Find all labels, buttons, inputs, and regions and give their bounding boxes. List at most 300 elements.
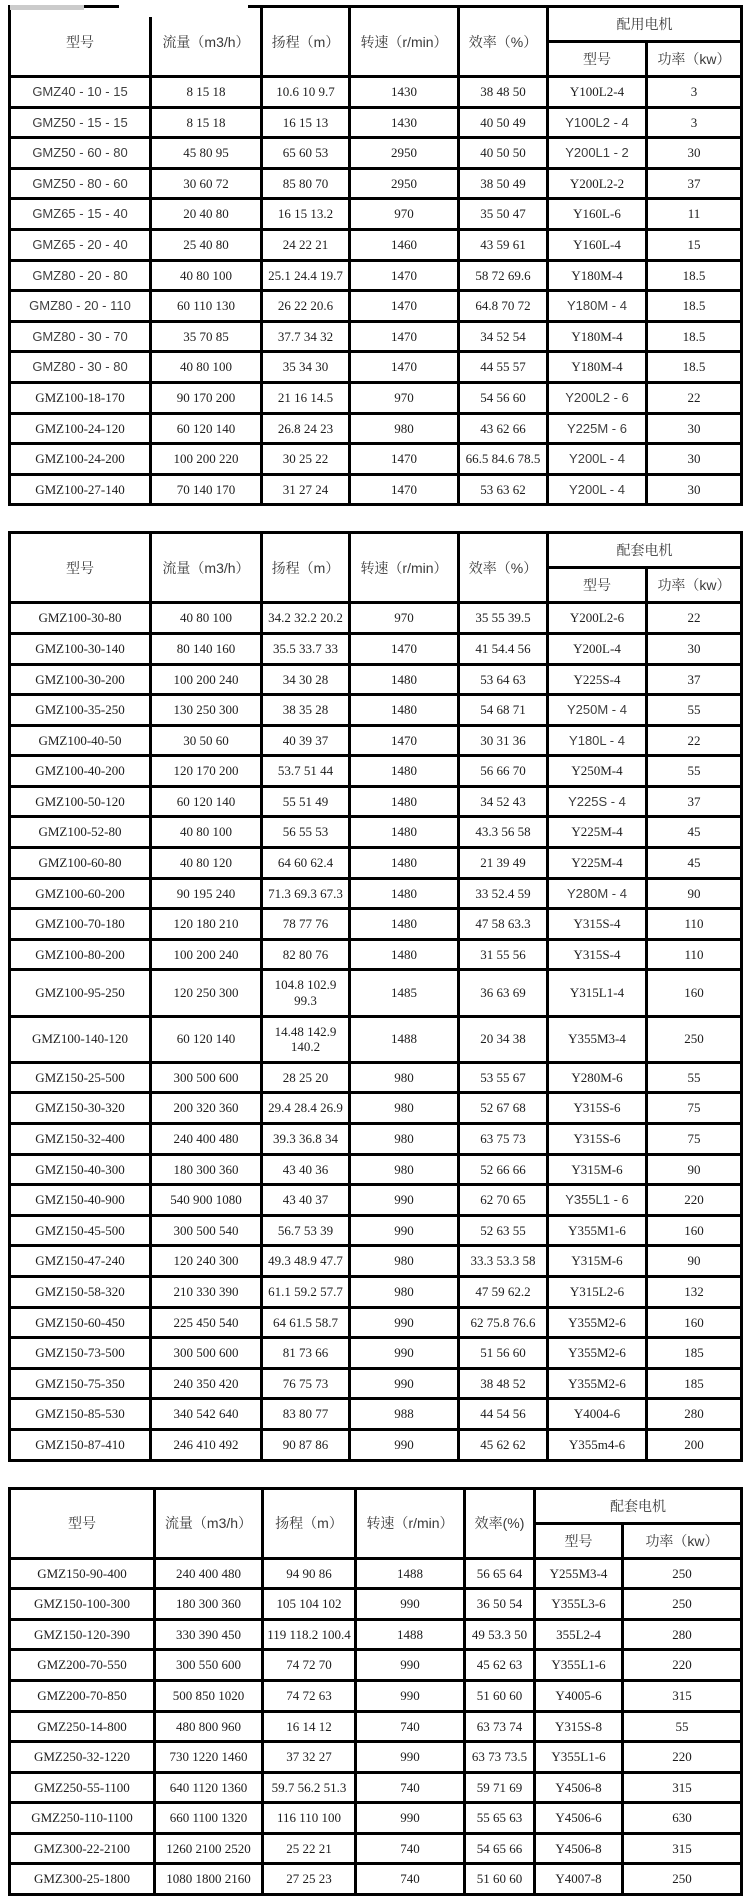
table-cell: 500 850 1020 — [155, 1680, 263, 1711]
pump-spec-table-1 — [8, 5, 743, 506]
table-cell: GMZ100-40-50 — [10, 725, 151, 756]
table-cell: 120 250 300 — [151, 970, 262, 1016]
col-header-head: 扬程（m） — [262, 533, 350, 603]
table-row — [10, 1680, 742, 1711]
col-header-speed: 转速（r/min） — [356, 1488, 465, 1558]
table-cell: 980 — [350, 1246, 459, 1277]
table-cell: 990 — [350, 1429, 459, 1460]
table-cell: 94 90 86 — [263, 1558, 356, 1589]
table-cell: 200 320 360 — [151, 1093, 262, 1124]
table-cell: 54 65 66 — [465, 1833, 535, 1864]
table-cell: 25 40 80 — [151, 229, 262, 260]
table-cell: GMZ100-52-80 — [10, 817, 151, 848]
table-row — [10, 1307, 742, 1338]
table-cell: 56 55 53 — [262, 817, 350, 848]
table-cell: Y200L - 4 — [548, 444, 647, 475]
table-cell: 90 — [647, 1246, 742, 1277]
table-cell: 31 27 24 — [262, 474, 350, 505]
table-cell: 200 — [647, 1429, 742, 1460]
table-cell: 1480 — [350, 909, 459, 940]
table-cell: GMZ150-32-400 — [10, 1124, 151, 1155]
table-cell: 225 450 540 — [151, 1307, 262, 1338]
col-header-motor-power: 功率（kw） — [623, 1523, 742, 1558]
table-cell: Y315L2-6 — [548, 1276, 647, 1307]
table-cell: Y225M-4 — [548, 817, 647, 848]
table-cell: 990 — [350, 1307, 459, 1338]
table-cell: 55 65 63 — [465, 1803, 535, 1834]
table-cell: GMZ300-25-1800 — [10, 1864, 155, 1895]
table-row — [10, 786, 742, 817]
table-cell: GMZ150-90-400 — [10, 1558, 155, 1589]
table-cell: 21 16 14.5 — [262, 382, 350, 413]
table-row — [10, 199, 742, 230]
table-cell: Y180M-4 — [548, 260, 647, 291]
table-cell: Y355M2-6 — [548, 1368, 647, 1399]
col-header-efficiency: 效率（%） — [459, 7, 548, 77]
table-cell: 47 59 62.2 — [459, 1276, 548, 1307]
table-cell: 18.5 — [647, 260, 742, 291]
table-cell: 100 200 220 — [151, 444, 262, 475]
table-cell: GMZ150-40-900 — [10, 1185, 151, 1216]
table-cell: 340 542 640 — [151, 1399, 262, 1430]
table-cell: 315 — [623, 1680, 742, 1711]
table-cell: 3 — [647, 107, 742, 138]
table-cell: Y315M-6 — [548, 1246, 647, 1277]
col-header-motor-power: 功率（kw） — [647, 42, 742, 77]
table-cell: 10.6 10 9.7 — [262, 77, 350, 108]
table-cell: Y200L - 4 — [548, 474, 647, 505]
table-cell: Y200L2-2 — [548, 168, 647, 199]
table-cell: 60 110 130 — [151, 291, 262, 322]
table-cell: GMZ80 - 20 - 80 — [10, 260, 151, 291]
table-cell: 250 — [647, 1016, 742, 1062]
table-cell: 34 52 43 — [459, 786, 548, 817]
table-cell: 90 — [647, 1154, 742, 1185]
table-cell: 51 60 60 — [465, 1680, 535, 1711]
table-cell: Y225M-4 — [548, 848, 647, 879]
table-row — [10, 939, 742, 970]
table-cell: GMZ100-80-200 — [10, 939, 151, 970]
table-row — [10, 444, 742, 475]
table-cell: 35 55 39.5 — [459, 603, 548, 634]
table-cell: 34 52 54 — [459, 321, 548, 352]
table-cell: 38 48 52 — [459, 1368, 548, 1399]
table-header — [10, 1488, 742, 1558]
table-row — [10, 260, 742, 291]
table-cell: Y315S-4 — [548, 909, 647, 940]
col-header-head: 扬程（m） — [263, 1488, 356, 1558]
table-cell: 40 39 37 — [262, 725, 350, 756]
table-cell: 240 400 480 — [151, 1124, 262, 1155]
table-row — [10, 291, 742, 322]
table-row — [10, 1803, 742, 1834]
table-cell: 52 67 68 — [459, 1093, 548, 1124]
table-cell: GMZ40 - 10 - 15 — [10, 77, 151, 108]
table-cell: Y4004-6 — [548, 1399, 647, 1430]
table-cell: GMZ150-73-500 — [10, 1338, 151, 1369]
table-row — [10, 1093, 742, 1124]
table-cell: 132 — [647, 1276, 742, 1307]
table-cell: 58 72 69.6 — [459, 260, 548, 291]
table-cell: 210 330 390 — [151, 1276, 262, 1307]
table-cell: GMZ100-70-180 — [10, 909, 151, 940]
table-header — [10, 7, 742, 77]
table-cell: 990 — [356, 1803, 465, 1834]
table-body — [10, 1558, 742, 1895]
table-cell: 40 80 100 — [151, 352, 262, 383]
table-cell: 49.3 48.9 47.7 — [262, 1246, 350, 1277]
table-cell: 1488 — [350, 1016, 459, 1062]
table-cell: 43 59 61 — [459, 229, 548, 260]
table-cell: 120 170 200 — [151, 756, 262, 787]
table-cell: 40 80 120 — [151, 848, 262, 879]
col-header-model: 型号 — [10, 1488, 155, 1558]
table-cell: 2950 — [350, 168, 459, 199]
table-cell: Y100L2-4 — [548, 77, 647, 108]
table-cell: 90 87 86 — [262, 1429, 350, 1460]
table-cell: Y4506-8 — [535, 1772, 623, 1803]
table-cell: 49 53.3 50 — [465, 1619, 535, 1650]
table-cell: Y200L-4 — [548, 633, 647, 664]
table-cell: Y315M-6 — [548, 1154, 647, 1185]
table-cell: 31 55 56 — [459, 939, 548, 970]
table-cell: GMZ150-47-240 — [10, 1246, 151, 1277]
table-cell: 53 55 67 — [459, 1062, 548, 1093]
table-cell: GMZ100-40-200 — [10, 756, 151, 787]
table-cell: 300 500 540 — [151, 1215, 262, 1246]
table-cell: Y355L1-6 — [535, 1742, 623, 1773]
table-row — [10, 1619, 742, 1650]
table-cell: 53.7 51 44 — [262, 756, 350, 787]
table-cell: 35 70 85 — [151, 321, 262, 352]
table-cell: 1488 — [356, 1619, 465, 1650]
table-cell: 30 60 72 — [151, 168, 262, 199]
table-cell: 280 — [647, 1399, 742, 1430]
table-cell: GMZ150-85-530 — [10, 1399, 151, 1430]
table-cell: 980 — [350, 1124, 459, 1155]
table-cell: Y180L - 4 — [548, 725, 647, 756]
col-header-model: 型号 — [10, 533, 151, 603]
table-cell: 160 — [647, 970, 742, 1016]
table-cell: 36 63 69 — [459, 970, 548, 1016]
table-cell: GMZ150-120-390 — [10, 1619, 155, 1650]
table-cell: Y180M-4 — [548, 321, 647, 352]
table-cell: 38 48 50 — [459, 77, 548, 108]
table-cell: 18.5 — [647, 291, 742, 322]
col-header-motor-model: 型号 — [548, 568, 647, 603]
table-cell: 78 77 76 — [262, 909, 350, 940]
table-body — [10, 77, 742, 505]
table-cell: 250 — [623, 1864, 742, 1895]
table-cell: 1470 — [350, 444, 459, 475]
table-cell: 74 72 63 — [263, 1680, 356, 1711]
col-header-motor-group: 配用电机 — [548, 7, 742, 42]
table-cell: 40 50 50 — [459, 138, 548, 169]
table-row — [10, 970, 742, 1016]
table-cell: 74 72 70 — [263, 1650, 356, 1681]
table-cell: Y200L1 - 2 — [548, 138, 647, 169]
table-cell: 119 118.2 100.4 — [263, 1619, 356, 1650]
table-row — [10, 756, 742, 787]
table-cell: 250 — [623, 1558, 742, 1589]
table-cell: 45 — [647, 848, 742, 879]
table-row — [10, 138, 742, 169]
table-cell: Y255M3-4 — [535, 1558, 623, 1589]
table-cell: 16 15 13 — [262, 107, 350, 138]
table-row — [10, 1864, 742, 1895]
table-cell: Y180M - 4 — [548, 291, 647, 322]
table-cell: 1260 2100 2520 — [155, 1833, 263, 1864]
table-cell: Y200L2 - 6 — [548, 382, 647, 413]
col-header-motor-group: 配套电机 — [535, 1488, 742, 1523]
table-cell: 1470 — [350, 725, 459, 756]
table-cell: 18.5 — [647, 352, 742, 383]
table-row — [10, 1429, 742, 1460]
table-cell: 28 25 20 — [262, 1062, 350, 1093]
table-cell: GMZ200-70-850 — [10, 1680, 155, 1711]
table-cell: 65 60 53 — [262, 138, 350, 169]
table-cell: 29.4 28.4 26.9 — [262, 1093, 350, 1124]
table-cell: 59.7 56.2 51.3 — [263, 1772, 356, 1803]
table-cell: 44 55 57 — [459, 352, 548, 383]
table-cell: GMZ150-58-320 — [10, 1276, 151, 1307]
table-cell: 71.3 69.3 67.3 — [262, 878, 350, 909]
table-cell: 51 60 60 — [465, 1864, 535, 1895]
table-row — [10, 1154, 742, 1185]
table-cell: GMZ50 - 15 - 15 — [10, 107, 151, 138]
table-cell: 27 25 23 — [263, 1864, 356, 1895]
table-cell: 35 34 30 — [262, 352, 350, 383]
table-row — [10, 633, 742, 664]
table-cell: GMZ100-140-120 — [10, 1016, 151, 1062]
table-cell: Y355M1-6 — [548, 1215, 647, 1246]
table-cell: 15 — [647, 229, 742, 260]
table-gap — [0, 1462, 755, 1487]
table-cell: GMZ150-30-320 — [10, 1093, 151, 1124]
table-cell: GMZ100-18-170 — [10, 382, 151, 413]
table-cell: Y315S-4 — [548, 939, 647, 970]
table-row — [10, 107, 742, 138]
col-header-flow: 流量（m3/h） — [151, 7, 262, 77]
table-cell: 75 — [647, 1124, 742, 1155]
table-cell: 55 — [647, 756, 742, 787]
table-cell: Y355L1-6 — [535, 1650, 623, 1681]
col-header-motor-group: 配套电机 — [548, 533, 742, 568]
table-cell: 43.3 56 58 — [459, 817, 548, 848]
table-cell: 120 240 300 — [151, 1246, 262, 1277]
table-cell: 55 51 49 — [262, 786, 350, 817]
table-cell: 55 — [623, 1711, 742, 1742]
table-cell: 740 — [356, 1711, 465, 1742]
table-cell: 61.1 59.2 57.7 — [262, 1276, 350, 1307]
table-cell: Y225S-4 — [548, 664, 647, 695]
table-cell: Y315L1-4 — [548, 970, 647, 1016]
table-cell: 14.48 142.9 140.2 — [262, 1016, 350, 1062]
table-cell: 1430 — [350, 107, 459, 138]
table-cell: 300 500 600 — [151, 1338, 262, 1369]
table-cell: GMZ65 - 20 - 40 — [10, 229, 151, 260]
table-cell: 52 63 55 — [459, 1215, 548, 1246]
table-cell: Y355M2-6 — [548, 1338, 647, 1369]
table-cell: 630 — [623, 1803, 742, 1834]
table-row — [10, 474, 742, 505]
table-cell: 60 120 140 — [151, 413, 262, 444]
table-cell: 990 — [350, 1215, 459, 1246]
table-cell: 62 75.8 76.6 — [459, 1307, 548, 1338]
table-cell: 104.8 102.9 99.3 — [262, 970, 350, 1016]
table-cell: GMZ150-60-450 — [10, 1307, 151, 1338]
table-cell: 22 — [647, 725, 742, 756]
table-cell: 980 — [350, 1276, 459, 1307]
table-cell: 75 — [647, 1093, 742, 1124]
table-cell: 20 34 38 — [459, 1016, 548, 1062]
table-cell: 8 15 18 — [151, 77, 262, 108]
table-row — [10, 725, 742, 756]
table-cell: 37.7 34 32 — [262, 321, 350, 352]
table-cell: Y4007-8 — [535, 1864, 623, 1895]
table-cell: GMZ100-50-120 — [10, 786, 151, 817]
table-cell: 56 65 64 — [465, 1558, 535, 1589]
table-cell: 30 31 36 — [459, 725, 548, 756]
table-cell: GMZ250-55-1100 — [10, 1772, 155, 1803]
table-cell: GMZ100-24-200 — [10, 444, 151, 475]
table-cell: 35.5 33.7 33 — [262, 633, 350, 664]
table-cell: 480 800 960 — [155, 1711, 263, 1742]
table-cell: 30 25 22 — [262, 444, 350, 475]
table-cell: 1480 — [350, 664, 459, 695]
table-row — [10, 1399, 742, 1430]
table-cell: 180 300 360 — [155, 1589, 263, 1620]
table-cell: 43 40 37 — [262, 1185, 350, 1216]
table-cell: 185 — [647, 1368, 742, 1399]
table-cell: Y250M - 4 — [548, 695, 647, 726]
table-cell: 185 — [647, 1338, 742, 1369]
table-gap — [0, 506, 755, 531]
table-cell: 300 500 600 — [151, 1062, 262, 1093]
table-cell: 730 1220 1460 — [155, 1742, 263, 1773]
table-cell: 30 — [647, 444, 742, 475]
table-cell: Y160L-4 — [548, 229, 647, 260]
table-cell: GMZ100-95-250 — [10, 970, 151, 1016]
table-cell: 660 1100 1320 — [155, 1803, 263, 1834]
table-cell: 220 — [623, 1650, 742, 1681]
table-cell: 1480 — [350, 939, 459, 970]
table-cell: 39.3 36.8 34 — [262, 1124, 350, 1155]
table-cell: 250 — [623, 1589, 742, 1620]
table-cell: GMZ100-30-140 — [10, 633, 151, 664]
table-cell: 45 — [647, 817, 742, 848]
table-cell: 36 50 54 — [465, 1589, 535, 1620]
table-cell: Y4506-6 — [535, 1803, 623, 1834]
col-header-efficiency: 效率(%) — [465, 1488, 535, 1558]
table-row — [10, 1772, 742, 1803]
table-cell: GMZ150-100-300 — [10, 1589, 155, 1620]
table-cell: 990 — [350, 1338, 459, 1369]
table-cell: 8 15 18 — [151, 107, 262, 138]
table-cell: 59 71 69 — [465, 1772, 535, 1803]
table-cell: 1480 — [350, 756, 459, 787]
table-cell: GMZ50 - 60 - 80 — [10, 138, 151, 169]
col-header-speed: 转速（r/min） — [350, 533, 459, 603]
table-cell: 160 — [647, 1307, 742, 1338]
table-cell: GMZ100-60-200 — [10, 878, 151, 909]
table-cell: 1480 — [350, 786, 459, 817]
table-cell: 116 110 100 — [263, 1803, 356, 1834]
table-cell: 355L2-4 — [535, 1619, 623, 1650]
table-cell: Y355M2-6 — [548, 1307, 647, 1338]
table-cell: 51 56 60 — [459, 1338, 548, 1369]
table-row — [10, 1246, 742, 1277]
table-cell: 970 — [350, 199, 459, 230]
table-cell: 990 — [356, 1680, 465, 1711]
table-cell: 180 300 360 — [151, 1154, 262, 1185]
table-cell: 970 — [350, 603, 459, 634]
table-cell: Y355L3-6 — [535, 1589, 623, 1620]
table-row — [10, 1124, 742, 1155]
table-cell: 240 350 420 — [151, 1368, 262, 1399]
table-cell: 120 180 210 — [151, 909, 262, 940]
table-cell: 47 58 63.3 — [459, 909, 548, 940]
table-cell: 1470 — [350, 633, 459, 664]
table-cell: Y250M-4 — [548, 756, 647, 787]
table-cell: 82 80 76 — [262, 939, 350, 970]
table-cell: 980 — [350, 1093, 459, 1124]
table-row — [10, 817, 742, 848]
table-cell: 980 — [350, 1154, 459, 1185]
table-cell: 45 80 95 — [151, 138, 262, 169]
table-cell: 990 — [356, 1650, 465, 1681]
table-cell: Y225M - 6 — [548, 413, 647, 444]
table-cell: Y355m4-6 — [548, 1429, 647, 1460]
table-row — [10, 1558, 742, 1589]
table-cell: 11 — [647, 199, 742, 230]
table-cell: 990 — [356, 1589, 465, 1620]
table-cell: 54 56 60 — [459, 382, 548, 413]
table-row — [10, 1711, 742, 1742]
table-cell: GMZ100-30-80 — [10, 603, 151, 634]
table-row — [10, 695, 742, 726]
table-cell: 22 — [647, 382, 742, 413]
table-cell: 43 62 66 — [459, 413, 548, 444]
table-cell: 1470 — [350, 352, 459, 383]
table-row — [10, 321, 742, 352]
pump-spec-table-3 — [8, 1487, 743, 1896]
table-cell: 40 50 49 — [459, 107, 548, 138]
table-cell: 30 — [647, 413, 742, 444]
table-row — [10, 382, 742, 413]
table-cell: 53 63 62 — [459, 474, 548, 505]
table-cell: GMZ300-22-2100 — [10, 1833, 155, 1864]
table-cell: 30 — [647, 138, 742, 169]
table-cell: 130 250 300 — [151, 695, 262, 726]
table-cell: 280 — [623, 1619, 742, 1650]
table-row — [10, 1368, 742, 1399]
table-cell: Y355M3-4 — [548, 1016, 647, 1062]
table-cell: 1470 — [350, 321, 459, 352]
table-cell: 55 — [647, 1062, 742, 1093]
table-cell: GMZ100-30-200 — [10, 664, 151, 695]
table-cell: GMZ50 - 80 - 60 — [10, 168, 151, 199]
table-cell: 30 — [647, 474, 742, 505]
table-cell: 90 195 240 — [151, 878, 262, 909]
table-row — [10, 848, 742, 879]
table-row — [10, 77, 742, 108]
table-cell: Y315S-6 — [548, 1093, 647, 1124]
table-cell: 37 — [647, 168, 742, 199]
table-cell: Y160L-6 — [548, 199, 647, 230]
table-row — [10, 1650, 742, 1681]
table-cell: 38 35 28 — [262, 695, 350, 726]
